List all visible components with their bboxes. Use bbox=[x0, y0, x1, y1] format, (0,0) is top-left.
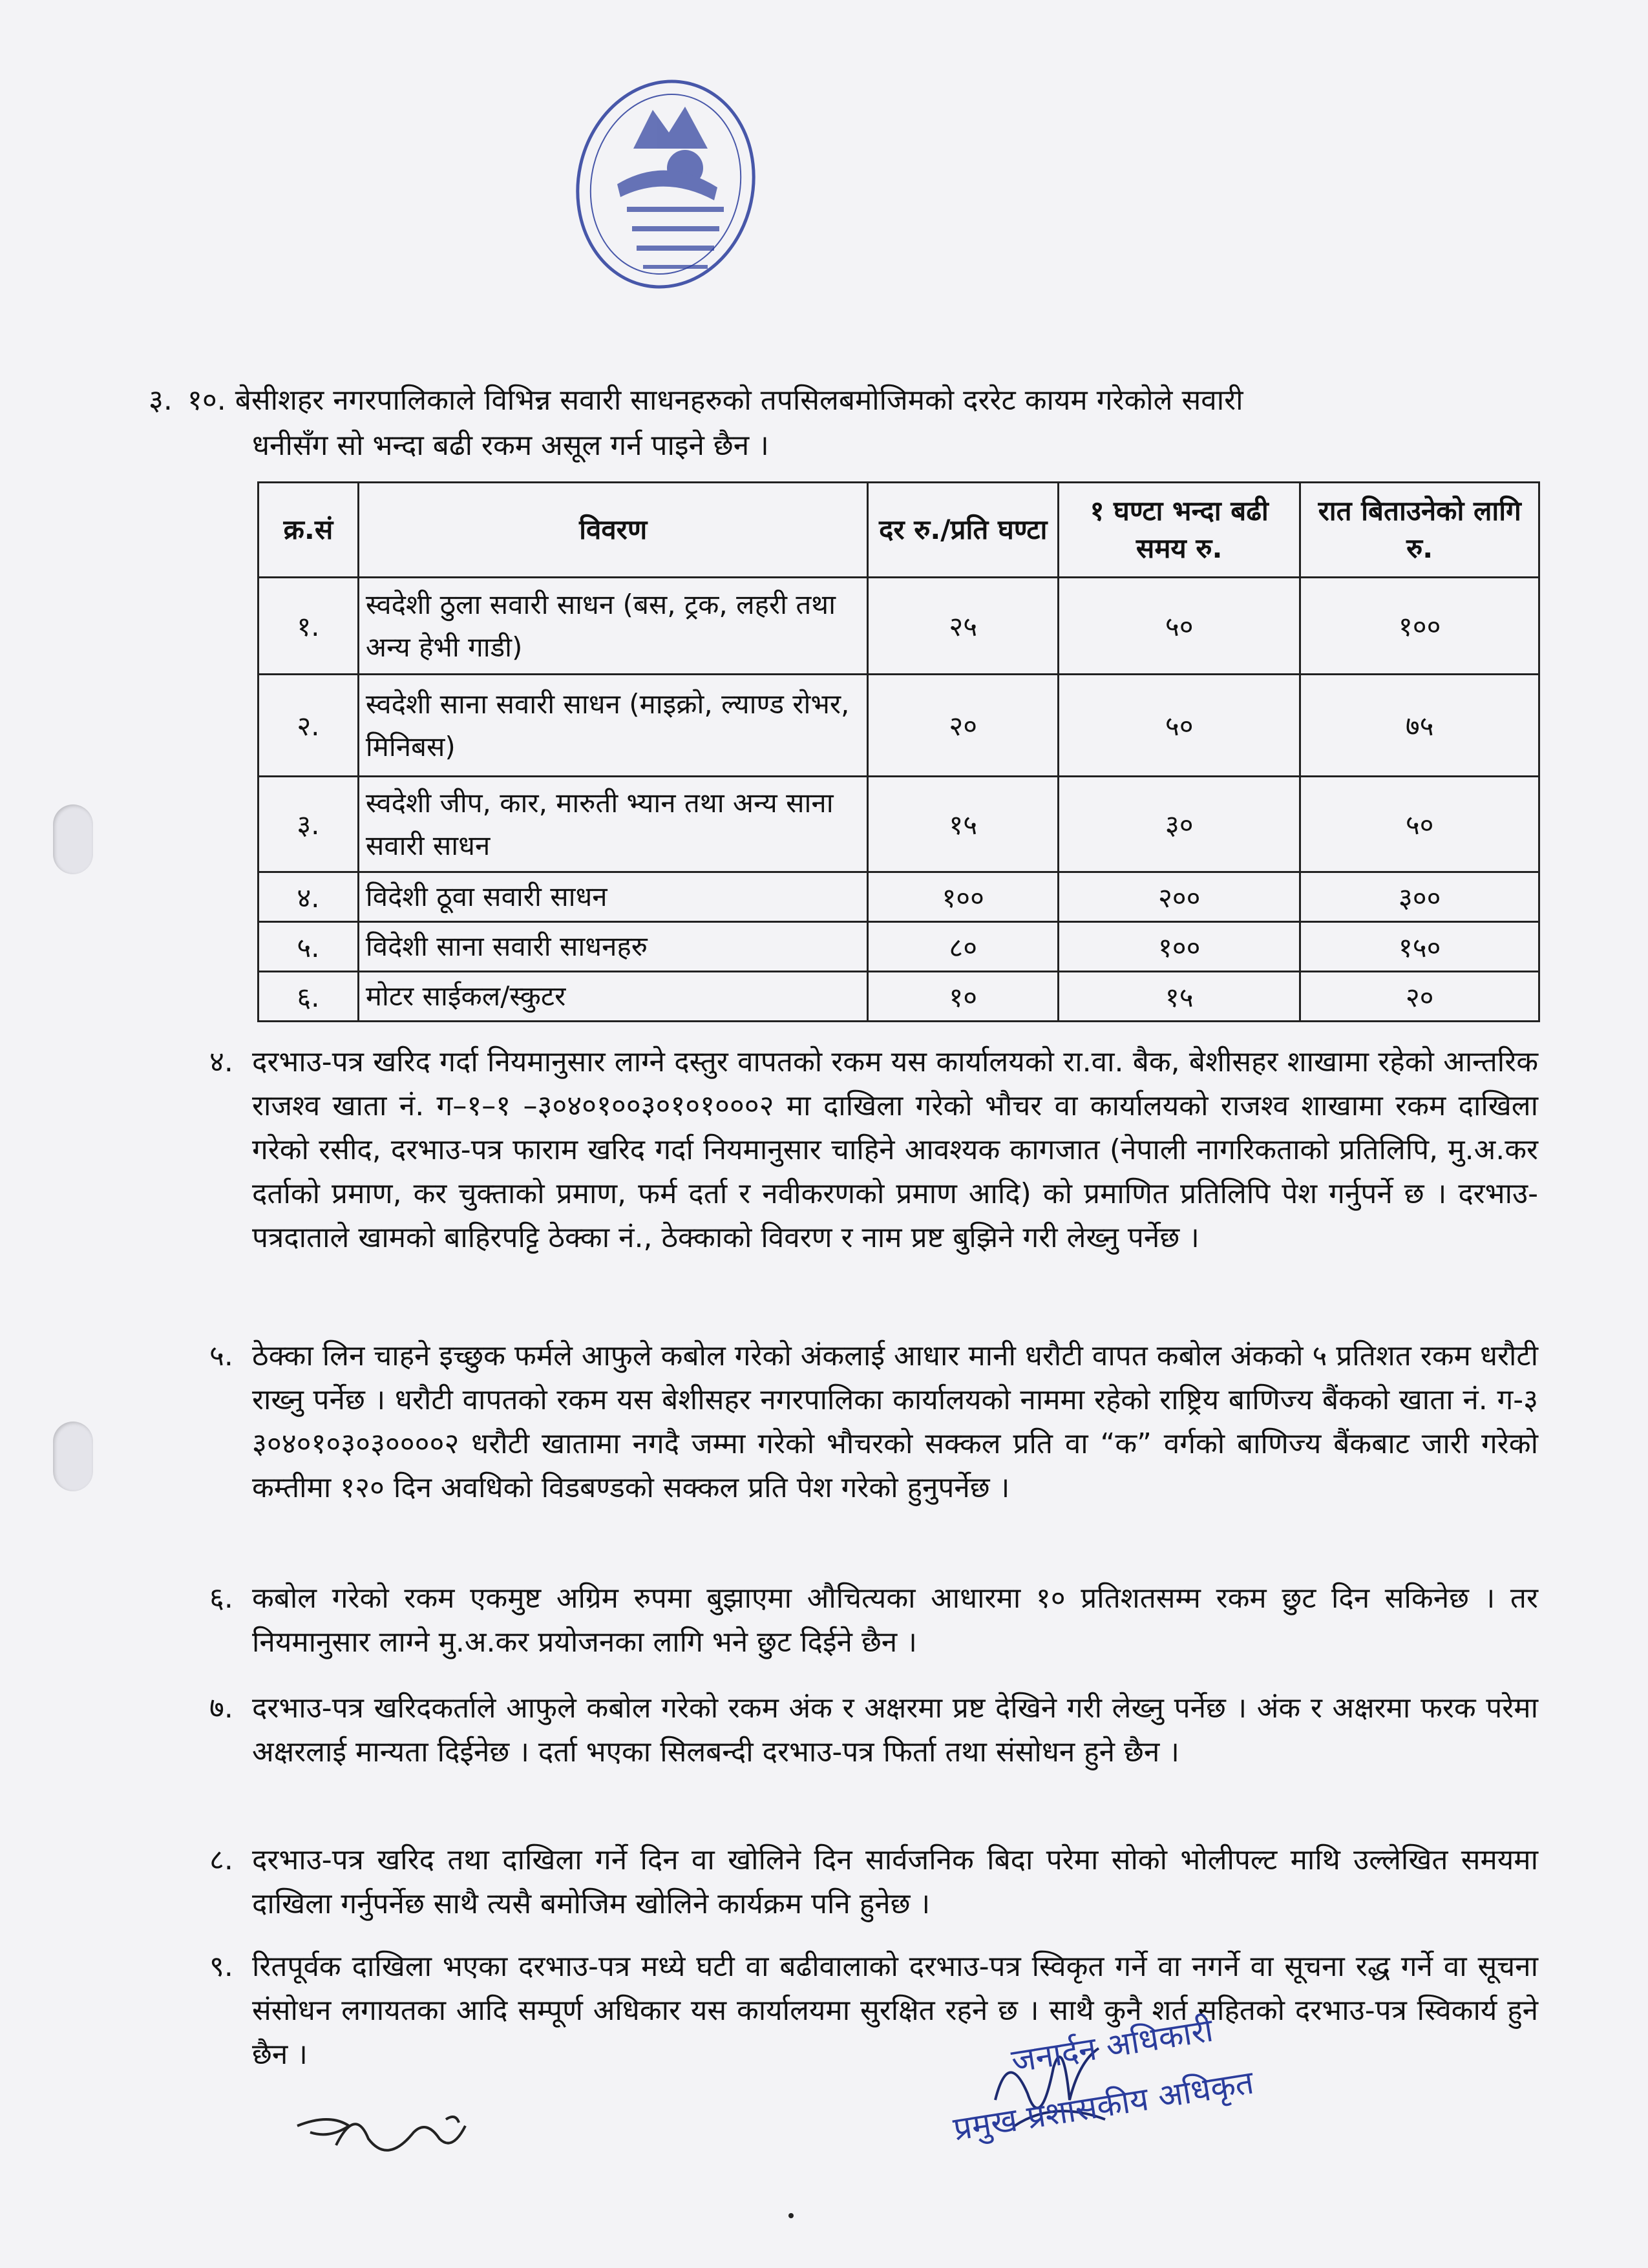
cell-description: स्वदेशी जीप, कार, मारुती भ्यान तथा अन्य साना सवारी साधन bbox=[358, 777, 868, 872]
paragraph-text: दरभाउ-पत्र खरिदकर्ताले आफुले कबोल गरेको रकम अंक र अक्षरमा प्रष्ट देखिने गरी लेख्नु पर्नेछ । अंक र अक्षरमा फरक परेमा अक्षरलाई मान्यता दिईनेछ । दर्ता भएका सिलबन्दी दरभाउ-पत्र फिर्ता तथा संसोधन हुने छैन । bbox=[252, 1692, 1538, 1769]
cell-extra-time-rate: १५ bbox=[1059, 972, 1300, 1022]
cell-description: स्वदेशी ठुला सवारी साधन (बस, ट्रक, लहरी तथा अन्य हेभी गाडी) bbox=[358, 578, 868, 675]
table-row bbox=[259, 777, 1539, 872]
intro-number: ३. bbox=[149, 384, 173, 417]
table-row bbox=[259, 972, 1539, 1022]
cell-hourly-rate: १५ bbox=[868, 777, 1059, 872]
paragraph-text: रितपूर्वक दाखिला भएका दरभाउ-पत्र मध्ये घटी वा बढीवालाको दरभाउ-पत्र स्विकृत गर्ने वा नगर्ने वा सूचना रद्ध गर्ने वा सूचना संसोधन लगायतका आदि सम्पूर्ण अधिकार यस कार्यालयमा सुरक्षित रहने छ । साथै कुनै शर्त सहितको दरभाउ-पत्र स्विकार्य हुने छैन । bbox=[252, 1950, 1538, 2071]
cell-sn: ३. bbox=[259, 777, 359, 872]
cell-night-rate: १५० bbox=[1300, 922, 1539, 972]
handwritten-initial bbox=[291, 2094, 485, 2171]
office-seal-stamp bbox=[556, 71, 769, 317]
header-description: विवरण bbox=[358, 483, 868, 578]
cell-sn: ६. bbox=[259, 972, 359, 1022]
paragraph-text: कबोल गरेको रकम एकमुष्ट अग्रिम रुपमा बुझाएमा औचित्यका आधारमा १० प्रतिशतसम्म रकम छुट दिन सकिनेछ । तर नियमानुसार लाग्ने मु.अ.कर प्रयोजनका लागि भने छुट दिईने छैन । bbox=[252, 1582, 1538, 1659]
paragraph-item bbox=[209, 1040, 1538, 1260]
cell-extra-time-rate: ५० bbox=[1059, 675, 1300, 777]
stray-ink-dot bbox=[788, 2213, 794, 2218]
paragraph-item bbox=[209, 1577, 1538, 1664]
paragraph-item bbox=[209, 1686, 1538, 1774]
paragraph-item bbox=[209, 1945, 1538, 2077]
paragraph-number: ५. bbox=[209, 1339, 233, 1372]
cell-sn: ५. bbox=[259, 922, 359, 972]
cell-sn: १. bbox=[259, 578, 359, 675]
cell-sn: २. bbox=[259, 675, 359, 777]
officer-title: प्रमुख प्रशासकीय अधिकृत bbox=[951, 2063, 1256, 2148]
table-row bbox=[259, 675, 1539, 777]
table-row bbox=[259, 578, 1539, 675]
paragraph-number: ८. bbox=[209, 1843, 233, 1876]
header-night-rate: रात बिताउनेको लागि रु. bbox=[1300, 483, 1539, 578]
officer-name: जनार्दन अधिकारी bbox=[1009, 2011, 1216, 2081]
cell-hourly-rate: २५ bbox=[868, 578, 1059, 675]
paragraph-text: दरभाउ-पत्र खरिद तथा दाखिला गर्ने दिन वा खोलिने दिन सार्वजनिक बिदा परेमा सोको भोलीपल्ट माथि उल्लेखित समयमा दाखिला गर्नुपर्नेछ साथै त्यसै बमोजिम खोलिने कार्यक्रम पनि हुनेछ । bbox=[252, 1843, 1538, 1920]
paragraph-number: ७. bbox=[209, 1692, 233, 1725]
table-header-row bbox=[259, 483, 1539, 578]
header-sn: क्र.सं bbox=[259, 483, 359, 578]
punch-hole-bottom bbox=[53, 1422, 93, 1491]
paragraph-text: ठेक्का लिन चाहने इच्छुक फर्मले आफुले कबोल गरेको अंकलाई आधार मानी धरौटी वापत कबोल अंकको ५ प्रतिशत रकम धरौटी राख्नु पर्नेछ । धरौटी वापतको रकम यस बेशीसहर नगरपालिका कार्यालयको नाममा रहेको राष्ट्रिय बाणिज्य बैंकको खाता नं. ग-३ ३०४०१०३०३००००२ धरौटी खातामा नगदै जम्मा गरेको भौचरको सक्कल प्रति वा “क” वर्गको बाणिज्य बैंकबाट जारी गरेको कम्तीमा १२० दिन अवधिको विडबण्डको सक्कल प्रति पेश गरेको हुनुपर्नेछ । bbox=[252, 1339, 1538, 1504]
header-hourly-rate: दर रु./प्रति घण्टा bbox=[868, 483, 1059, 578]
cell-hourly-rate: ८० bbox=[868, 922, 1059, 972]
cell-hourly-rate: १०० bbox=[868, 872, 1059, 922]
cell-night-rate: ७५ bbox=[1300, 675, 1539, 777]
intro-item bbox=[149, 378, 1538, 468]
paragraph-item bbox=[209, 1334, 1538, 1510]
cell-night-rate: २० bbox=[1300, 972, 1539, 1022]
cell-hourly-rate: १० bbox=[868, 972, 1059, 1022]
cell-night-rate: ३०० bbox=[1300, 872, 1539, 922]
cell-night-rate: ५० bbox=[1300, 777, 1539, 872]
table-row bbox=[259, 922, 1539, 972]
vehicle-rate-table bbox=[257, 481, 1540, 1022]
cell-sn: ४. bbox=[259, 872, 359, 922]
cell-description: विदेशी साना सवारी साधनहरु bbox=[358, 922, 868, 972]
cell-description: स्वदेशी साना सवारी साधन (माइक्रो, ल्याण्ड रोभर, मिनिबस) bbox=[358, 675, 868, 777]
paragraph-item bbox=[209, 1838, 1538, 1926]
cell-description: मोटर साईकल/स्कुटर bbox=[358, 972, 868, 1022]
table-row bbox=[259, 872, 1539, 922]
paragraph-number: ९. bbox=[209, 1950, 233, 1983]
header-extra-time-rate: १ घण्टा भन्दा बढी समय रु. bbox=[1059, 483, 1300, 578]
punch-hole-top bbox=[53, 804, 93, 874]
paragraph-number: ६. bbox=[209, 1582, 233, 1615]
intro-line-2: धनीसँग सो भन्दा बढी रकम असूल गर्न पाइने छैन । bbox=[252, 429, 769, 462]
cell-extra-time-rate: ३० bbox=[1059, 777, 1300, 872]
cell-extra-time-rate: १०० bbox=[1059, 922, 1300, 972]
paragraph-text: दरभाउ-पत्र खरिद गर्दा नियमानुसार लाग्ने दस्तुर वापतको रकम यस कार्यालयको रा.वा. बैक, बेशीसहर शाखामा रहेको आन्तरिक राजश्व खाता नं. ग–१–१ –३०४०१००३०१०१०००२ मा दाखिला गरेको भौचर वा कार्यालयको राजश्व शाखामा रकम दाखिला गरेको रसीद, दरभाउ-पत्र फाराम खरिद गर्दा नियमानुसार चाहिने आवश्यक कागजात (नेपाली नागरिकताको प्रतिलिपि, मु.अ.कर दर्ताको प्रमाण, कर चुक्ताको प्रमाण, फर्म दर्ता र नवीकरणको प्रमाण आदि) को प्रमाणित प्रतिलिपि पेश गर्नुपर्ने छ । दरभाउ-पत्रदाताले खामको बाहिरपट्टि ठेक्का नं., ठेक्काको विवरण र नाम प्रष्ट बुझिने गरी लेख्नु पर्नेछ । bbox=[252, 1045, 1538, 1254]
cell-night-rate: १०० bbox=[1300, 578, 1539, 675]
intro-line-1: १०. बेसीशहर नगरपालिकाले विभिन्न सवारी साधनहरुको तपसिलबमोजिमको दररेट कायम गरेकोले सवारी bbox=[187, 384, 1243, 417]
paragraph-number: ४. bbox=[209, 1045, 233, 1078]
cell-extra-time-rate: ५० bbox=[1059, 578, 1300, 675]
cell-extra-time-rate: २०० bbox=[1059, 872, 1300, 922]
cell-hourly-rate: २० bbox=[868, 675, 1059, 777]
cell-description: विदेशी ठूवा सवारी साधन bbox=[358, 872, 868, 922]
